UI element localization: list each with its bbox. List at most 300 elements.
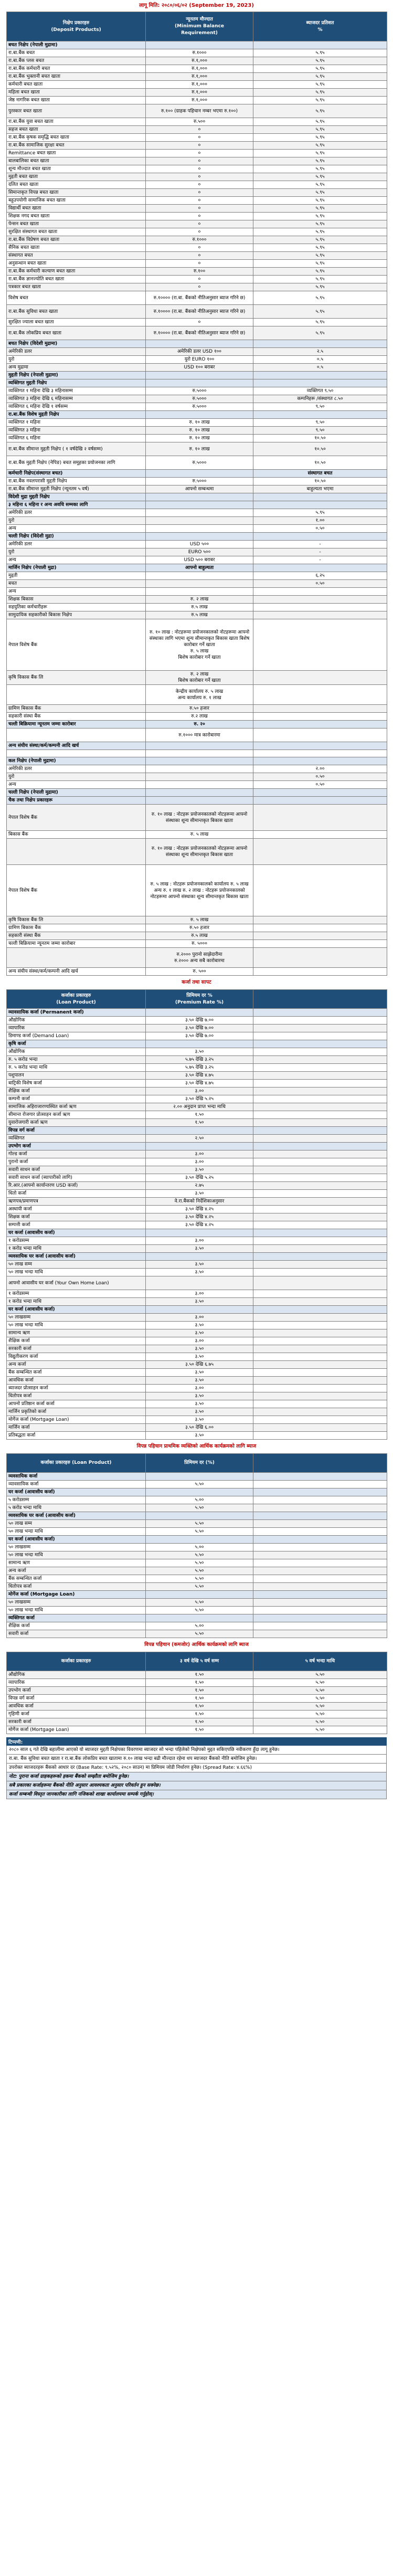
deposit-minimum-cell: [146, 493, 253, 501]
deposit-table-row: [7, 580, 387, 588]
deposit-table-row: [7, 773, 387, 781]
loan2-section-row: [7, 1512, 387, 1520]
loan2-rate-cell: [253, 1591, 387, 1599]
loan-rate-cell: [253, 1135, 387, 1143]
deposit-minimum-cell: आफ्नो सम्बन्धमा: [146, 485, 253, 493]
note-item: उपरोक्त ब्याजदरहरू बैंकको आधार दर (Base Rate: ९.५२%, २०८० साउन) मा प्रिमियम जोडी निर्धारण हुनेछ। (Spread Rate: ४.६६%): [6, 1764, 387, 1772]
deposit-minimum-cell: [146, 588, 253, 596]
loan3-column-header: ५ वर्ष भन्दा माथि: [253, 1652, 387, 1671]
deposit-rate-cell: १.००: [253, 517, 387, 525]
loan-minimum-cell: ३.००: [146, 1385, 253, 1392]
loan2-minimum-cell: ५.५०: [146, 1575, 253, 1583]
deposit-rate-cell: ५.९५: [253, 260, 387, 268]
deposit-rate-cell: ९.५०: [253, 427, 387, 435]
deposit-table-row: [7, 713, 387, 721]
loan-product-cell: धितो कर्जा: [7, 1190, 146, 1198]
loan3-minimum-cell: १.५०: [146, 1679, 253, 1687]
deposit-product-cell: चल्ती बिक्रियामा न्यूनतम जम्मा कारोबार: [7, 940, 146, 948]
deposit-rate-cell: [253, 501, 387, 509]
loan-minimum-cell: २.०० अनुदान प्राप्त भन्दा माथि: [146, 1103, 253, 1111]
loan-minimum-cell: ३.५०: [146, 1377, 253, 1385]
deposit-table-row: [7, 291, 387, 305]
loan2-product-cell: व्यवसायिक घर कर्जा (आवासीय कर्जा): [7, 1512, 146, 1520]
deposit-rate-cell: ०.५: [253, 356, 387, 364]
loan-table-row: [7, 1424, 387, 1432]
deposit-section-row: [7, 501, 387, 509]
deposit-table-row: [7, 305, 387, 319]
deposit-table-row: [7, 916, 387, 924]
deposit-product-cell: मुद्दती बचत खाता: [7, 173, 146, 181]
loan2-column-header: [253, 1454, 387, 1473]
deposit-product-cell: Remittance बचत खाता: [7, 150, 146, 157]
loan-rate-cell: [253, 1182, 387, 1190]
deposit-rate-cell: [253, 533, 387, 541]
deposit-product-cell: व्यक्तिगत ६ महिना देखि १ वर्षसम्म: [7, 403, 146, 411]
deposit-product-cell: युरो: [7, 548, 146, 556]
loan-product-cell: ब्याजदर प्रोत्साहन कर्जा: [7, 1385, 146, 1392]
loan2-rate-cell: [253, 1536, 387, 1544]
loan-minimum-cell: ३.५०: [146, 1345, 253, 1353]
deposit-minimum-cell: EURO ५००: [146, 548, 253, 556]
loan3-product-cell: व्यापारिक: [7, 1679, 146, 1687]
loan-rate-cell: [253, 1190, 387, 1198]
deposit-section-row: [7, 789, 387, 797]
deposit-rate-cell: ५.९५: [253, 81, 387, 89]
deposit-section-row: [7, 340, 387, 348]
deposit-minimum-cell: [146, 525, 253, 533]
deposit-product-cell: रा.बा.बैंक कृषक समृद्धि बचत खाता: [7, 134, 146, 142]
loan-product-cell: औद्योगिक: [7, 1017, 146, 1025]
deposit-minimum-cell: रु. १० लाख: [146, 427, 253, 435]
deposit-product-cell: सहज बचत खाता: [7, 126, 146, 134]
loan-rate-cell: [253, 1198, 387, 1206]
loan2-minimum-cell: [146, 1488, 253, 1496]
loan3-table-row: [7, 1671, 387, 1679]
deposit-table-row: [7, 478, 387, 485]
deposit-product-cell: नेपाल विशेष बैंक: [7, 619, 146, 671]
loan-product-cell: १ करोडसम्म: [7, 1237, 146, 1245]
deposit-rate-cell: [253, 379, 387, 387]
loan-table-row: [7, 1322, 387, 1329]
deposit-rate-cell: [253, 924, 387, 932]
deposit-table-row: [7, 940, 387, 948]
deposit-product-cell: अन्य मुद्रामा: [7, 364, 146, 372]
deposit-product-cell: कृषि विकास बैंक लि: [7, 916, 146, 924]
deposit-rate-cell: ५.९५: [253, 118, 387, 126]
deposit-table-row: [7, 326, 387, 340]
loan-minimum-cell: ३.५०: [146, 1329, 253, 1337]
deposit-rate-cell: -: [253, 556, 387, 564]
loan-rate-cell: [253, 1253, 387, 1261]
deposit-table-row: [7, 781, 387, 789]
deposit-product-cell: व्यक्तिगत १ महिना: [7, 419, 146, 427]
loan3-rate-cell: ५.५०: [253, 1726, 387, 1734]
loan-minimum-cell: ३.५०: [146, 1245, 253, 1253]
loan-product-cell: १ करोड भन्दा माथि: [7, 1298, 146, 1306]
loan2-product-cell: शैक्षिक कर्जा: [7, 1622, 146, 1630]
loan2-table-row: [7, 1528, 387, 1536]
loan-rate-cell: [253, 1306, 387, 1314]
loan-product-cell: रु. ५ करोड भन्दा: [7, 1056, 146, 1064]
deposit-minimum-cell: केन्द्रीय कार्यालय रु. ५ लाख अन्य कार्यालय रु. १ लाख: [146, 685, 253, 705]
loan-rate-cell: [253, 1369, 387, 1377]
loan-rate-cell: [253, 1221, 387, 1229]
deposit-product-cell: शून्य मौज्दात बचत खाता: [7, 165, 146, 173]
loan-column-header: कर्जाका प्रकारहरु (Loan Product): [7, 990, 146, 1009]
deposit-product-cell: शिक्षक बिकास: [7, 596, 146, 604]
deposit-minimum-cell: रु. १० लाख : नोटहरू प्रयोजनकालको नोटहरूमा आफ्नो संस्थाका शून्य सीमान्तकृत बिकास खाता: [146, 805, 253, 831]
deposit-table-row: [7, 236, 387, 244]
deposit-table-row: [7, 671, 387, 685]
loan2-minimum-cell: [146, 1473, 253, 1481]
loan-table-row: [7, 1174, 387, 1182]
deposit-product-cell: विशेष बचत: [7, 291, 146, 305]
deposit-table-row: [7, 572, 387, 580]
deposit-minimum-cell: रु. १० लाख: [146, 419, 253, 427]
deposit-minimum-cell: रु. ५००: [146, 968, 253, 976]
deposit-minimum-cell: ०: [146, 220, 253, 228]
loan-rate-cell: [253, 1345, 387, 1353]
deposit-rate-cell: [253, 588, 387, 596]
loan-rate-cell: [253, 1009, 387, 1017]
deposit-minimum-cell: ०: [146, 283, 253, 291]
loan3-minimum-cell: १.५०: [146, 1671, 253, 1679]
loan-minimum-cell: ३.५०: [146, 1298, 253, 1306]
deposit-product-cell: [7, 839, 146, 865]
deposit-rate-cell: ५.९५: [253, 205, 387, 213]
deposit-minimum-cell: ०: [146, 126, 253, 134]
loan-rate-cell: [253, 1329, 387, 1337]
loan-table-row: [7, 1314, 387, 1322]
deposit-product-cell: रा.बा.बैंक ज्ञानज्योति बचत खाता: [7, 276, 146, 283]
deposit-minimum-cell: अमेरिकी डलर USD १००: [146, 348, 253, 356]
deposit-product-cell: व्यक्तिगत ३ महिना: [7, 427, 146, 435]
deposit-product-cell: व्यक्तिगत ३ महिना देखि ६ महिनासम्म: [7, 395, 146, 403]
loan-product-cell: व्यक्तिगत: [7, 1135, 146, 1143]
loan3-column-header: ३ वर्ष देखि ५ वर्ष सम्म: [146, 1652, 253, 1671]
loan-product-cell: रु. ५ करोड भन्दा माथि: [7, 1064, 146, 1072]
loan-product-cell: मार्जिन प्रकृतिको कर्जा: [7, 1408, 146, 1416]
loan-minimum-cell: ५.७५ देखि ३.२५: [146, 1056, 253, 1064]
loan-minimum-cell: ३.५०: [146, 1353, 253, 1361]
loan2-section-row: [7, 1488, 387, 1496]
deposit-product-cell: संस्थागत बचत: [7, 252, 146, 260]
deposit-minimum-cell: रु. ५ लाख: [146, 831, 253, 839]
loan2-minimum-cell: ५.५०: [146, 1567, 253, 1575]
deposit-rate-cell: ५.९५: [253, 291, 387, 305]
deposit-product-cell: सिमान्तकृत विपन्न बचत खाता: [7, 189, 146, 197]
loan3-product-cell: सरकारी कर्जा: [7, 1718, 146, 1726]
deposit-product-cell: युरो: [7, 773, 146, 781]
deposit-minimum-cell: रु.२ लाख: [146, 713, 253, 721]
deposit-product-cell: मुद्दती निक्षेप (नेपाली मुद्रामा): [7, 372, 146, 379]
deposit-product-cell: चल्ती बिक्रियामा न्यूनतम जम्मा कारोबार: [7, 721, 146, 729]
loan-table-row: [7, 1245, 387, 1253]
loan2-product-cell: बैंक सम्बन्धित कर्जा: [7, 1575, 146, 1583]
deposit-rate-cell: [253, 940, 387, 948]
deposit-minimum-cell: रु.५०००: [146, 403, 253, 411]
loan-table-row: [7, 1088, 387, 1095]
deposit-minimum-cell: रु.१,०००: [146, 73, 253, 81]
deposit-table-row: [7, 319, 387, 326]
deposit-table-row: [7, 283, 387, 291]
deposit-table-row: [7, 197, 387, 205]
loan-rate-cell: [253, 1377, 387, 1385]
deposit-rate-cell: ५.९५: [253, 150, 387, 157]
deposit-table-row: [7, 435, 387, 442]
loan-rate-cell: [253, 1424, 387, 1432]
loan-product-cell: शैक्षिक कर्जा: [7, 1337, 146, 1345]
deposit-product-cell: व्यक्तिगत मुद्दती निक्षेप: [7, 379, 146, 387]
loan2-minimum-cell: ५.५०: [146, 1559, 253, 1567]
loan2-product-cell: ५ करोडसम्म: [7, 1496, 146, 1504]
loan-minimum-cell: ३.००: [146, 1150, 253, 1158]
loan-product-cell: ५० लाख भन्दा माथि: [7, 1269, 146, 1276]
deposit-section-row: [7, 757, 387, 765]
loan2-table-row: [7, 1481, 387, 1488]
deposit-rate-cell: [253, 750, 387, 757]
loan2-product-cell: मोर्गेज कर्जा (Mortgage Loan): [7, 1591, 146, 1599]
loan-minimum-cell: वे.रा.बैंकको निर्देशिकाअनुसार: [146, 1198, 253, 1206]
loan2-section-row: [7, 1614, 387, 1622]
deposit-table-row: [7, 839, 387, 865]
loan-minimum-cell: [146, 1040, 253, 1048]
loan-table-row: [7, 1072, 387, 1080]
loan-table-row: [7, 1221, 387, 1229]
deposit-product-cell: शिक्षक नगद बचत खाता: [7, 213, 146, 220]
loan-section-row: [7, 1306, 387, 1314]
deposit-rate-cell: -: [253, 541, 387, 548]
deposit-product-cell: ३ महिना ६ महिना र अन्य अवधि सम्मका लागि: [7, 501, 146, 509]
loan-rate-cell: [253, 1237, 387, 1245]
loan2-minimum-cell: ५.५०: [146, 1528, 253, 1536]
loan-minimum-cell: ३.५० देखि ६.७५: [146, 1361, 253, 1369]
loan2-product-cell: ५० लाखसम्म: [7, 1599, 146, 1607]
loan3-minimum-cell: १.५०: [146, 1703, 253, 1711]
loan-minimum-cell: ३.५०: [146, 1416, 253, 1424]
deposit-minimum-cell: रु.५००: [146, 118, 253, 126]
loan3-column-header: कर्जाका प्रकारहरु: [7, 1652, 146, 1671]
loan-product-cell: बैंक सम्बन्धित कर्जा: [7, 1369, 146, 1377]
loan-rate-cell: [253, 1166, 387, 1174]
loan3-minimum-cell: १.५०: [146, 1687, 253, 1695]
deposit-table-row: [7, 73, 387, 81]
deposit-rate-cell: ५.९५: [253, 49, 387, 57]
deposit-product-cell: जेष्ठ नागरिक बचत खाता: [7, 97, 146, 104]
loan-rate-cell: [253, 1064, 387, 1072]
loan-rate-cell: [253, 1032, 387, 1040]
loan-table-row: [7, 1048, 387, 1056]
deposit-rate-cell: ५.९५: [253, 220, 387, 228]
deposit-table-row: [7, 750, 387, 757]
loan-table-row: [7, 1064, 387, 1072]
loan2-table-row: [7, 1575, 387, 1583]
deposit-table-row: [7, 619, 387, 671]
deposit-product-cell: ग्रामिण बिकास बैंक: [7, 705, 146, 713]
loan-product-cell: घर कर्जा (आवासीय कर्जा): [7, 1306, 146, 1314]
deposit-minimum-cell: रु.५० हजार: [146, 924, 253, 932]
loan-minimum-cell: ३.५०: [146, 1392, 253, 1400]
loan2-minimum-cell: [146, 1536, 253, 1544]
deposit-rate-cell: ९.५०: [253, 403, 387, 411]
loan2-rate-cell: [253, 1512, 387, 1520]
loan3-product-cell: औद्योगिक: [7, 1671, 146, 1679]
loan2-minimum-cell: ५.५०: [146, 1551, 253, 1559]
deposit-product-cell: सहयुतिका कर्मचारीहरू: [7, 604, 146, 611]
deposit-rate-cell: ५.९५: [253, 305, 387, 319]
loan-table-row: [7, 1400, 387, 1408]
deposit-minimum-cell: रु.१०००० (रा.बा. बैंकको नीतिअनुसार ब्याज गरिने छ): [146, 291, 253, 305]
loan-table-row: [7, 1269, 387, 1276]
deposit-minimum-cell: रु. २ लाख बिशेष कारोबार गर्ने खाता: [146, 671, 253, 685]
loan-table-row: [7, 1119, 387, 1127]
deposit-product-cell: सहकारी संस्था बैंक: [7, 932, 146, 940]
loan2-section-row: [7, 1536, 387, 1544]
loan2-rate-cell: [253, 1575, 387, 1583]
loan3-rate-cell: ५.५०: [253, 1687, 387, 1695]
loan-minimum-cell: [146, 1229, 253, 1237]
deposit-product-cell: बहुउपयोगी सामाजिक बचत खाता: [7, 197, 146, 205]
deposit-minimum-cell: ०: [146, 150, 253, 157]
deposit-product-cell: पत्रकार बचत खाता: [7, 283, 146, 291]
loan-rate-cell: [253, 1314, 387, 1322]
deposit-header-row: [7, 12, 387, 41]
loan2-minimum-cell: [146, 1512, 253, 1520]
deposit-rate-cell: ६.२५: [253, 572, 387, 580]
deposit-product-cell: अमेरिकी डलर: [7, 348, 146, 356]
loan-product-cell: पुरानो कर्जा: [7, 1158, 146, 1166]
loan-product-cell: सामान्य ऋण: [7, 1329, 146, 1337]
loan3-rate-cell: ५.५०: [253, 1711, 387, 1718]
deposit-product-cell: रा.बा.बैंक सामाजिक सुरक्षा बचत: [7, 142, 146, 150]
loan2-table-row: [7, 1559, 387, 1567]
loan2-minimum-cell: ५.५०: [146, 1481, 253, 1488]
deposit-table-row: [7, 57, 387, 65]
deposit-rate-cell: ५.९५: [253, 283, 387, 291]
deposit-rate-cell: [253, 713, 387, 721]
deposit-rate-cell: व्यक्तिगत ९.५०: [253, 387, 387, 395]
deposit-product-cell: अन्य: [7, 556, 146, 564]
loan-minimum-cell: ३.५० देखि ७.००: [146, 1025, 253, 1032]
deposit-minimum-cell: रु.५ लाख: [146, 932, 253, 940]
loan-minimum-cell: [146, 1009, 253, 1017]
deposit-minimum-cell: [146, 501, 253, 509]
loan-minimum-cell: ३.५० देखि ५.२५: [146, 1174, 253, 1182]
loan3-minimum-cell: १.५०: [146, 1718, 253, 1726]
loan-rate-cell: [253, 1103, 387, 1111]
deposit-minimum-cell: रु. २०: [146, 721, 253, 729]
deposit-minimum-cell: युरो EURO १००: [146, 356, 253, 364]
loan-rate-cell: [253, 1206, 387, 1213]
loan-product-cell: अन्य कर्जा: [7, 1361, 146, 1369]
loan-table-row: [7, 1150, 387, 1158]
deposit-product-cell: कल निक्षेप (नेपाली मुद्रामा): [7, 757, 146, 765]
deposit-minimum-cell: [146, 750, 253, 757]
loan3-product-cell: विपन्न वर्ग कर्जा: [7, 1695, 146, 1703]
deposit-rate-cell: ५.९५: [253, 173, 387, 181]
deposit-minimum-cell: ०: [146, 157, 253, 165]
loan-section-row: [7, 1143, 387, 1150]
loan2-header-row: [7, 1454, 387, 1473]
deposit-table-row: [7, 548, 387, 556]
loan-product-cell: उपभोग कर्जा: [7, 1143, 146, 1150]
loan-rate-cell: [253, 1229, 387, 1237]
deposit-table-row: [7, 252, 387, 260]
deposit-product-cell: अन्य: [7, 781, 146, 789]
deposit-minimum-cell: रु.२००० पुरानो साझेदारीमा रु.२००० अन्य सबै कारोबारमा: [146, 948, 253, 968]
loan-rate-cell: [253, 1040, 387, 1048]
loan-rate-cell: [253, 1322, 387, 1329]
deposit-table-row: [7, 685, 387, 705]
deposit-rate-cell: ५.९५: [253, 142, 387, 150]
loan-rate-cell: [253, 1392, 387, 1400]
loan-minimum-cell: ३.५०: [146, 1369, 253, 1377]
deposit-rate-cell: [253, 757, 387, 765]
deposit-rate-cell: २.००: [253, 765, 387, 773]
deposit-rate-cell: [253, 685, 387, 705]
loan-table-row: [7, 1237, 387, 1245]
deposit-product-cell: पेन्सन बचत खाता: [7, 220, 146, 228]
deposit-minimum-cell: ०: [146, 181, 253, 189]
loan-table-row: [7, 1213, 387, 1221]
deposit-rate-cell: [253, 41, 387, 49]
deposit-product-cell: रा.बा.बैंक विशेष मुद्दती निक्षेप: [7, 411, 146, 419]
loan2-table-row: [7, 1496, 387, 1504]
loan-minimum-cell: ३.५०: [146, 1048, 253, 1056]
deposit-minimum-cell: [146, 509, 253, 517]
deposit-product-cell: रा.बा.बैंक सुविधा बचत खाता: [7, 305, 146, 319]
loan-table-row: [7, 1095, 387, 1103]
deposit-rate-cell: ५.९५: [253, 89, 387, 97]
deposit-table-row: [7, 427, 387, 435]
deposit-minimum-cell: रु.१०००० (रा.बा. बैंकको नीतिअनुसार ब्याज गरिने छ): [146, 305, 253, 319]
deposit-minimum-cell: [146, 781, 253, 789]
deposit-product-cell: पुरस्कार बचत खाता: [7, 104, 146, 118]
deposit-product-cell: सामुदायिक सहकारीको बिकास निक्षेप: [7, 611, 146, 619]
loan-minimum-cell: ३.५०: [146, 1166, 253, 1174]
deposit-minimum-cell: रु.१,०००: [146, 81, 253, 89]
loan-product-cell: सवारी साधन कर्जा: [7, 1166, 146, 1174]
loan2-rate-cell: [253, 1551, 387, 1559]
loan3-table-row: [7, 1726, 387, 1734]
deposit-product-cell: मार्जिन निक्षेप (नेपाली मुद्रा): [7, 564, 146, 572]
deposit-product-cell: विद्यार्थी बचत खाता: [7, 205, 146, 213]
loan-minimum-cell: [146, 1276, 253, 1290]
loan-rate-cell: [253, 1017, 387, 1025]
deposit-minimum-cell: ०: [146, 228, 253, 236]
deposit-minimum-cell: रु. ५ लाख: [146, 916, 253, 924]
deposit-table-row: [7, 596, 387, 604]
loan2-minimum-cell: ५.५०: [146, 1607, 253, 1614]
deposit-table-row: [7, 395, 387, 403]
deposit-minimum-cell: USD ५००: [146, 541, 253, 548]
deposit-rate-cell: [253, 805, 387, 831]
loan2-minimum-cell: [146, 1591, 253, 1599]
deposit-minimum-cell: ०: [146, 165, 253, 173]
deposit-product-cell: बचत निक्षेप (नेपाली मुद्रामा): [7, 41, 146, 49]
loan3-rate-cell: ५.५०: [253, 1703, 387, 1711]
deposit-minimum-cell: ०: [146, 252, 253, 260]
loan-product-cell: १ करोडसम्म: [7, 1290, 146, 1298]
deposit-product-cell: नेपाल विशेष बैंक: [7, 805, 146, 831]
deposit-rate-cell: १०.५०: [253, 442, 387, 456]
deposit-product-cell: युरो: [7, 356, 146, 364]
deposit-product-cell: रा.बा.बैंक युवा बचत खाता: [7, 118, 146, 126]
loan2-product-cell: अन्य कर्जा: [7, 1567, 146, 1575]
loan2-rate-cell: [253, 1481, 387, 1488]
loan-minimum-cell: ३.५० देखि ७.००: [146, 1032, 253, 1040]
loan-table-row: [7, 1392, 387, 1400]
